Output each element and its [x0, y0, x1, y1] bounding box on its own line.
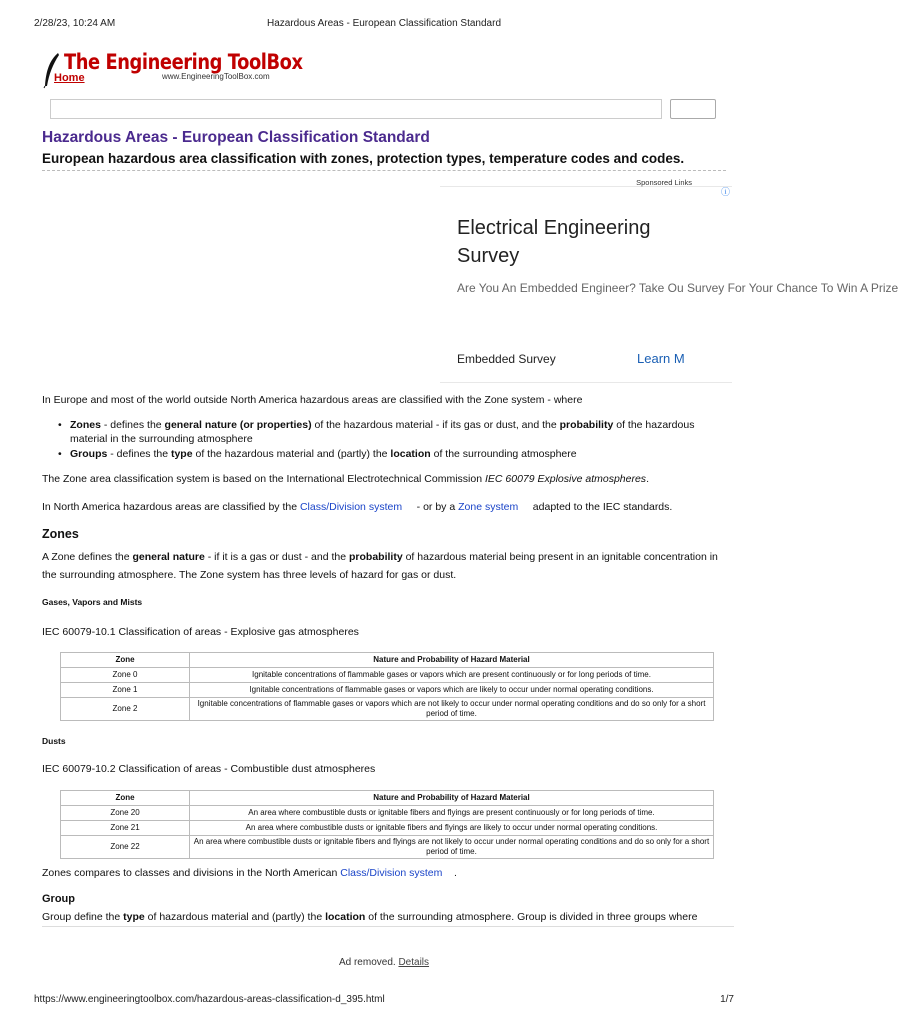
table-header: Nature and Probability of Hazard Material	[190, 791, 714, 806]
table-cell: Zone 21	[61, 821, 190, 836]
sponsored-label: Sponsored Links	[636, 178, 692, 187]
class-division-link[interactable]: Class/Division system	[299, 501, 403, 513]
table-row	[61, 683, 714, 698]
print-doc-title: Hazardous Areas - European Classification Standard	[266, 18, 502, 29]
table-cell: An area where combustible dusts or ignitable fibers and flyings are not likely to occur under normal operating conditions and do so only for a short period of time.	[190, 836, 714, 859]
table-cell: Zone 22	[61, 836, 190, 859]
gases-heading: Gases, Vapors and Mists	[42, 597, 143, 607]
print-datetime: 2/28/23, 10:24 AM	[34, 18, 116, 29]
ad-headline[interactable]: Electrical Engineering Survey	[457, 217, 651, 267]
ad-advertiser: Embedded Survey	[457, 352, 556, 366]
gas-table-caption: IEC 60079-10.1 Classification of areas - Explosive gas atmospheres	[42, 626, 359, 638]
ad-learn-more-button[interactable]: Learn M	[637, 351, 685, 366]
north-america-paragraph: In North America hazardous areas are classified by the Class/Division system - or by a Zone system adapted to the IEC standards.	[42, 501, 673, 513]
table-header: Zone	[61, 653, 190, 668]
group-heading: Group	[42, 893, 75, 905]
iec-paragraph: The Zone area classification system is based on the International Electrotechnical Commission IEC 60079 Explosive atmospheres.	[42, 473, 649, 485]
page-subtitle: European hazardous area classification with zones, protection types, temperature codes and codes.	[42, 151, 685, 166]
print-page-number: 1/7	[720, 994, 734, 1005]
table-cell: Zone 20	[61, 806, 190, 821]
gas-zone-table	[60, 652, 714, 721]
intro-paragraph: In Europe and most of the world outside North America hazardous areas are classified with the Zone system - where	[42, 394, 583, 406]
ad-description: Are You An Embedded Engineer? Take Ou Survey For Your Chance To Win A Prize	[457, 281, 898, 295]
table-header-row	[61, 791, 714, 806]
table-cell: An area where combustible dusts or ignitable fibers and flyings are present continuously or for long periods of time.	[190, 806, 714, 821]
ad-removed-notice: Ad removed. Details	[338, 957, 430, 968]
dusts-heading: Dusts	[42, 736, 66, 746]
search-input[interactable]	[50, 99, 662, 119]
sponsored-ad[interactable]	[440, 178, 898, 382]
compare-paragraph: Zones compares to classes and divisions in the North American Class/Division system .	[42, 867, 457, 879]
table-row	[61, 698, 714, 721]
print-footer-url: https://www.engineeringtoolbox.com/hazardous-areas-classification-d_395.html	[34, 994, 385, 1005]
search-button[interactable]	[670, 99, 716, 119]
list-item: • Zones - defines the general nature (or properties) of the hazardous material - if its gas or dust, and the probability of the hazardous material in the surrounding atmosphere	[42, 418, 732, 446]
table-cell: Zone 2	[61, 698, 190, 721]
class-division-link[interactable]: Class/Division system	[340, 867, 443, 879]
table-header: Zone	[61, 791, 190, 806]
zones-paragraph: A Zone defines the general nature - if it is a gas or dust - and the probability of hazardous material being present in an ignitable concentration in the surrounding atmosphere. The Zone system has three levels of hazard for gas or dust.	[42, 551, 718, 581]
info-icon[interactable]: ⓘ	[720, 187, 730, 197]
zones-heading: Zones	[42, 527, 79, 541]
table-cell: Zone 0	[61, 668, 190, 683]
table-cell: Ignitable concentrations of flammable gases or vapors which are likely to occur under normal operating conditions.	[190, 683, 714, 698]
definition-list	[42, 418, 732, 462]
divider	[42, 926, 734, 927]
table-cell: An area where combustible dusts or ignitable fibers and flyings are likely to occur under normal operating conditions.	[190, 821, 714, 836]
list-item: • Groups - defines the type of the hazardous material and (partly) the location of the surrounding atmosphere	[42, 447, 732, 461]
table-row	[61, 806, 714, 821]
dust-zone-table	[60, 790, 714, 859]
dust-table-caption: IEC 60079-10.2 Classification of areas - Combustible dust atmospheres	[42, 763, 376, 775]
page-title: Hazardous Areas - European Classification Standard	[42, 129, 430, 146]
site-logo[interactable]	[42, 50, 302, 90]
group-paragraph: Group define the type of hazardous material and (partly) the location of the surrounding atmosphere. Group is divided in three groups where	[42, 911, 698, 923]
logo-site-url: www.EngineeringToolBox.com	[162, 72, 270, 81]
zone-system-link[interactable]: Zone system	[458, 501, 519, 513]
table-header-row	[61, 653, 714, 668]
table-cell: Zone 1	[61, 683, 190, 698]
ad-details-link[interactable]: Details	[398, 957, 430, 968]
ad-bottom-rule	[440, 382, 732, 383]
table-row	[61, 821, 714, 836]
table-header: Nature and Probability of Hazard Material	[190, 653, 714, 668]
table-cell: Ignitable concentrations of flammable gases or vapors which are present continuously or for long periods of time.	[190, 668, 714, 683]
table-row	[61, 836, 714, 859]
home-link[interactable]: Home	[54, 72, 85, 84]
divider	[42, 170, 726, 171]
table-row	[61, 668, 714, 683]
logo-brand: The Engineering ToolBox	[64, 50, 303, 74]
table-cell: Ignitable concentrations of flammable gases or vapors which are not likely to occur under normal operating conditions and do so only for a short period of time.	[190, 698, 714, 721]
